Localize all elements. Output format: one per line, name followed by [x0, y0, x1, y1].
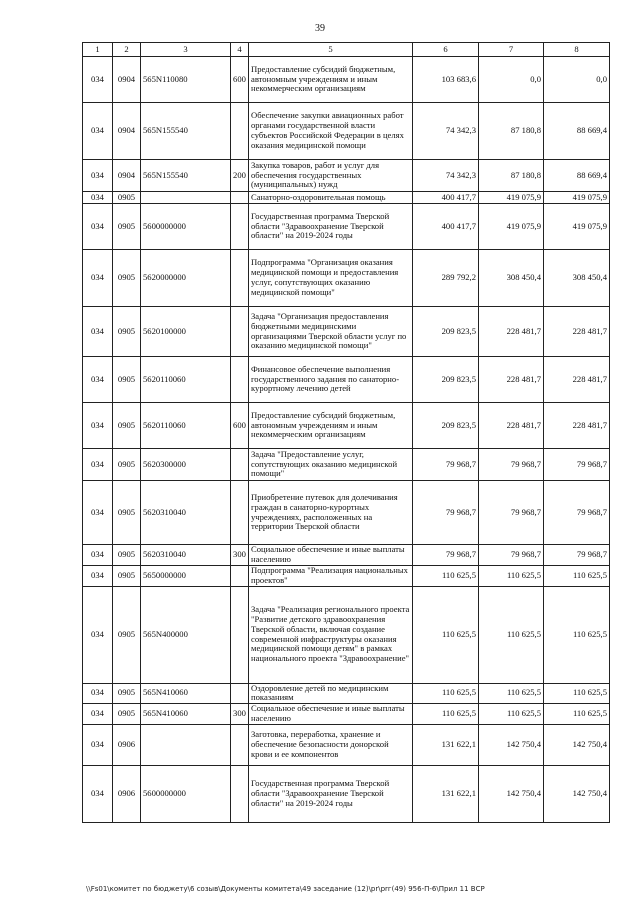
table-row [83, 766, 610, 823]
cell-target-article: 5620310040 [141, 545, 231, 566]
cell-expense-type [231, 307, 249, 357]
cell-amount-year2: 87 180,8 [479, 103, 544, 160]
cell-expense-type [231, 357, 249, 403]
cell-expense-type [231, 250, 249, 307]
cell-amount-year3: 228 481,7 [544, 307, 610, 357]
cell-expense-type [231, 683, 249, 704]
cell-admin-code: 034 [83, 250, 113, 307]
header-cell: 1 [83, 43, 113, 57]
cell-expense-type: 200 [231, 160, 249, 192]
cell-amount-year1: 79 968,7 [413, 449, 479, 481]
table-row [83, 449, 610, 481]
cell-amount-year2: 110 625,5 [479, 704, 544, 725]
cell-admin-code: 034 [83, 204, 113, 250]
cell-amount-year2: 419 075,9 [479, 192, 544, 204]
cell-name: Предоставление субсидий бюджетным, автономным учреждениям и иным некоммерческим организациям [249, 57, 413, 103]
footer-file-path: \\Fs01\комитет по бюджету\6 созыв\Документы комитета\49 заседание (12)\pr\prг(49) 956-П-6\Прил 11 ВСР [86, 885, 485, 893]
cell-expense-type [231, 192, 249, 204]
cell-section-code: 0904 [113, 160, 141, 192]
table-row [83, 103, 610, 160]
cell-amount-year3: 79 968,7 [544, 481, 610, 545]
budget-table [82, 42, 610, 823]
cell-amount-year2: 228 481,7 [479, 403, 544, 449]
cell-amount-year2: 110 625,5 [479, 565, 544, 586]
cell-admin-code: 034 [83, 683, 113, 704]
cell-amount-year2: 419 075,9 [479, 204, 544, 250]
table-row [83, 357, 610, 403]
cell-section-code: 0905 [113, 545, 141, 566]
cell-section-code: 0905 [113, 192, 141, 204]
cell-target-article: 5620300000 [141, 449, 231, 481]
cell-admin-code: 034 [83, 725, 113, 766]
cell-target-article: 5620110060 [141, 403, 231, 449]
cell-target-article [141, 725, 231, 766]
cell-amount-year3: 142 750,4 [544, 766, 610, 823]
cell-admin-code: 034 [83, 766, 113, 823]
cell-name: Предоставление субсидий бюджетным, автономным учреждениям и иным некоммерческим организациям [249, 403, 413, 449]
cell-section-code: 0905 [113, 565, 141, 586]
cell-amount-year2: 142 750,4 [479, 766, 544, 823]
table-row [83, 192, 610, 204]
table-body [83, 43, 610, 823]
cell-section-code: 0905 [113, 307, 141, 357]
cell-target-article: 565N110080 [141, 57, 231, 103]
cell-section-code: 0905 [113, 250, 141, 307]
cell-amount-year1: 79 968,7 [413, 545, 479, 566]
table-row [83, 250, 610, 307]
cell-section-code: 0905 [113, 481, 141, 545]
table-row [83, 683, 610, 704]
cell-expense-type: 600 [231, 403, 249, 449]
table-row [83, 57, 610, 103]
cell-section-code: 0906 [113, 766, 141, 823]
table-row [83, 307, 610, 357]
cell-amount-year2: 79 968,7 [479, 481, 544, 545]
cell-amount-year2: 228 481,7 [479, 357, 544, 403]
cell-admin-code: 034 [83, 565, 113, 586]
cell-name: Задача "Предоставление услуг, сопутствующих оказанию медицинской помощи" [249, 449, 413, 481]
cell-expense-type: 300 [231, 545, 249, 566]
cell-admin-code: 034 [83, 545, 113, 566]
header-cell: 5 [249, 43, 413, 57]
cell-target-article: 565N410060 [141, 683, 231, 704]
table-row [83, 545, 610, 566]
cell-target-article: 5600000000 [141, 204, 231, 250]
cell-amount-year1: 131 622,1 [413, 725, 479, 766]
cell-expense-type [231, 766, 249, 823]
cell-target-article: 565N155540 [141, 103, 231, 160]
cell-name: Финансовое обеспечение выполнения государственного задания по санаторно-курортному лечению детей [249, 357, 413, 403]
cell-target-article: 565N155540 [141, 160, 231, 192]
cell-expense-type [231, 565, 249, 586]
header-cell: 4 [231, 43, 249, 57]
cell-section-code: 0905 [113, 704, 141, 725]
cell-amount-year2: 110 625,5 [479, 683, 544, 704]
cell-target-article: 565N410060 [141, 704, 231, 725]
cell-amount-year2: 79 968,7 [479, 449, 544, 481]
header-cell: 2 [113, 43, 141, 57]
cell-target-article: 565N400000 [141, 586, 231, 683]
cell-section-code: 0904 [113, 57, 141, 103]
cell-amount-year1: 209 823,5 [413, 307, 479, 357]
cell-target-article: 5620310040 [141, 481, 231, 545]
cell-target-article [141, 192, 231, 204]
cell-amount-year3: 110 625,5 [544, 704, 610, 725]
cell-target-article: 5620100000 [141, 307, 231, 357]
cell-amount-year3: 110 625,5 [544, 683, 610, 704]
cell-expense-type [231, 586, 249, 683]
cell-amount-year2: 142 750,4 [479, 725, 544, 766]
cell-amount-year3: 0,0 [544, 57, 610, 103]
table-header-row [83, 43, 610, 57]
page-number: 39 [315, 23, 325, 34]
cell-amount-year1: 400 417,7 [413, 192, 479, 204]
cell-amount-year2: 0,0 [479, 57, 544, 103]
cell-expense-type [231, 204, 249, 250]
cell-name: Государственная программа Тверской области "Здравоохранение Тверской области" на 2019-2024 годы [249, 204, 413, 250]
header-cell: 3 [141, 43, 231, 57]
cell-amount-year1: 103 683,6 [413, 57, 479, 103]
cell-section-code: 0905 [113, 204, 141, 250]
cell-expense-type [231, 449, 249, 481]
cell-amount-year3: 110 625,5 [544, 565, 610, 586]
cell-name: Санаторно-оздоровительная помощь [249, 192, 413, 204]
cell-admin-code: 034 [83, 481, 113, 545]
cell-amount-year2: 228 481,7 [479, 307, 544, 357]
cell-amount-year3: 88 669,4 [544, 160, 610, 192]
cell-admin-code: 034 [83, 160, 113, 192]
cell-amount-year3: 308 450,4 [544, 250, 610, 307]
cell-admin-code: 034 [83, 192, 113, 204]
table-row [83, 403, 610, 449]
cell-admin-code: 034 [83, 357, 113, 403]
cell-amount-year3: 88 669,4 [544, 103, 610, 160]
cell-amount-year1: 289 792,2 [413, 250, 479, 307]
cell-amount-year1: 209 823,5 [413, 403, 479, 449]
header-cell: 6 [413, 43, 479, 57]
cell-amount-year3: 110 625,5 [544, 586, 610, 683]
cell-target-article: 5600000000 [141, 766, 231, 823]
cell-name: Приобретение путевок для долечивания граждан в санаторно-курортных учреждениях, расположенных на территории Тверской области [249, 481, 413, 545]
cell-admin-code: 034 [83, 103, 113, 160]
header-cell: 8 [544, 43, 610, 57]
cell-amount-year2: 308 450,4 [479, 250, 544, 307]
cell-name: Задача "Реализация регионального проекта "Развитие детского здравоохранения Тверской области, включая создание современной инфраструктуры оказания медицинской помощи детям" в рамках национального проекта "Здравоохранение" [249, 586, 413, 683]
table-row [83, 160, 610, 192]
table-row [83, 704, 610, 725]
cell-amount-year1: 110 625,5 [413, 704, 479, 725]
cell-amount-year3: 142 750,4 [544, 725, 610, 766]
cell-amount-year1: 400 417,7 [413, 204, 479, 250]
cell-target-article: 5620110060 [141, 357, 231, 403]
cell-amount-year1: 110 625,5 [413, 565, 479, 586]
cell-expense-type: 300 [231, 704, 249, 725]
cell-amount-year3: 228 481,7 [544, 403, 610, 449]
cell-name: Заготовка, переработка, хранение и обеспечение безопасности донорской крови и ее компонентов [249, 725, 413, 766]
cell-admin-code: 034 [83, 449, 113, 481]
cell-section-code: 0906 [113, 725, 141, 766]
cell-name: Подпрограмма "Реализация национальных проектов" [249, 565, 413, 586]
cell-section-code: 0905 [113, 357, 141, 403]
cell-section-code: 0905 [113, 683, 141, 704]
cell-name: Обеспечение закупки авиационных работ органами государственной власти субъектов Российской Федерации в целях оказания медицинской помощи [249, 103, 413, 160]
cell-target-article: 5650000000 [141, 565, 231, 586]
cell-amount-year3: 419 075,9 [544, 192, 610, 204]
table-row [83, 725, 610, 766]
header-cell: 7 [479, 43, 544, 57]
cell-amount-year2: 110 625,5 [479, 586, 544, 683]
table-row [83, 204, 610, 250]
cell-section-code: 0905 [113, 586, 141, 683]
table-row [83, 586, 610, 683]
cell-section-code: 0904 [113, 103, 141, 160]
cell-expense-type [231, 103, 249, 160]
cell-amount-year3: 79 968,7 [544, 449, 610, 481]
cell-amount-year1: 110 625,5 [413, 586, 479, 683]
cell-admin-code: 034 [83, 307, 113, 357]
cell-name: Закупка товаров, работ и услуг для обеспечения государственных (муниципальных) нужд [249, 160, 413, 192]
cell-amount-year2: 87 180,8 [479, 160, 544, 192]
cell-target-article: 5620000000 [141, 250, 231, 307]
cell-admin-code: 034 [83, 57, 113, 103]
cell-amount-year3: 419 075,9 [544, 204, 610, 250]
cell-expense-type [231, 481, 249, 545]
cell-amount-year3: 79 968,7 [544, 545, 610, 566]
cell-section-code: 0905 [113, 403, 141, 449]
cell-name: Подпрограмма "Организация оказания медицинской помощи и предоставления услуг, сопутствующих оказанию медицинской помощи" [249, 250, 413, 307]
cell-amount-year1: 110 625,5 [413, 683, 479, 704]
table-row [83, 565, 610, 586]
cell-section-code: 0905 [113, 449, 141, 481]
cell-amount-year1: 209 823,5 [413, 357, 479, 403]
cell-amount-year1: 74 342,3 [413, 160, 479, 192]
cell-name: Оздоровление детей по медицинским показаниям [249, 683, 413, 704]
cell-admin-code: 034 [83, 704, 113, 725]
cell-name: Государственная программа Тверской области "Здравоохранение Тверской области" на 2019-2024 годы [249, 766, 413, 823]
cell-name: Задача "Организация предоставления бюджетными медицинскими организациями Тверской области услуг по оказанию медицинской помощи" [249, 307, 413, 357]
cell-amount-year1: 74 342,3 [413, 103, 479, 160]
cell-amount-year1: 131 622,1 [413, 766, 479, 823]
cell-expense-type: 600 [231, 57, 249, 103]
table-row [83, 481, 610, 545]
cell-expense-type [231, 725, 249, 766]
cell-amount-year1: 79 968,7 [413, 481, 479, 545]
cell-admin-code: 034 [83, 586, 113, 683]
cell-amount-year3: 228 481,7 [544, 357, 610, 403]
cell-amount-year2: 79 968,7 [479, 545, 544, 566]
cell-name: Социальное обеспечение и иные выплаты населению [249, 704, 413, 725]
cell-name: Социальное обеспечение и иные выплаты населению [249, 545, 413, 566]
cell-admin-code: 034 [83, 403, 113, 449]
